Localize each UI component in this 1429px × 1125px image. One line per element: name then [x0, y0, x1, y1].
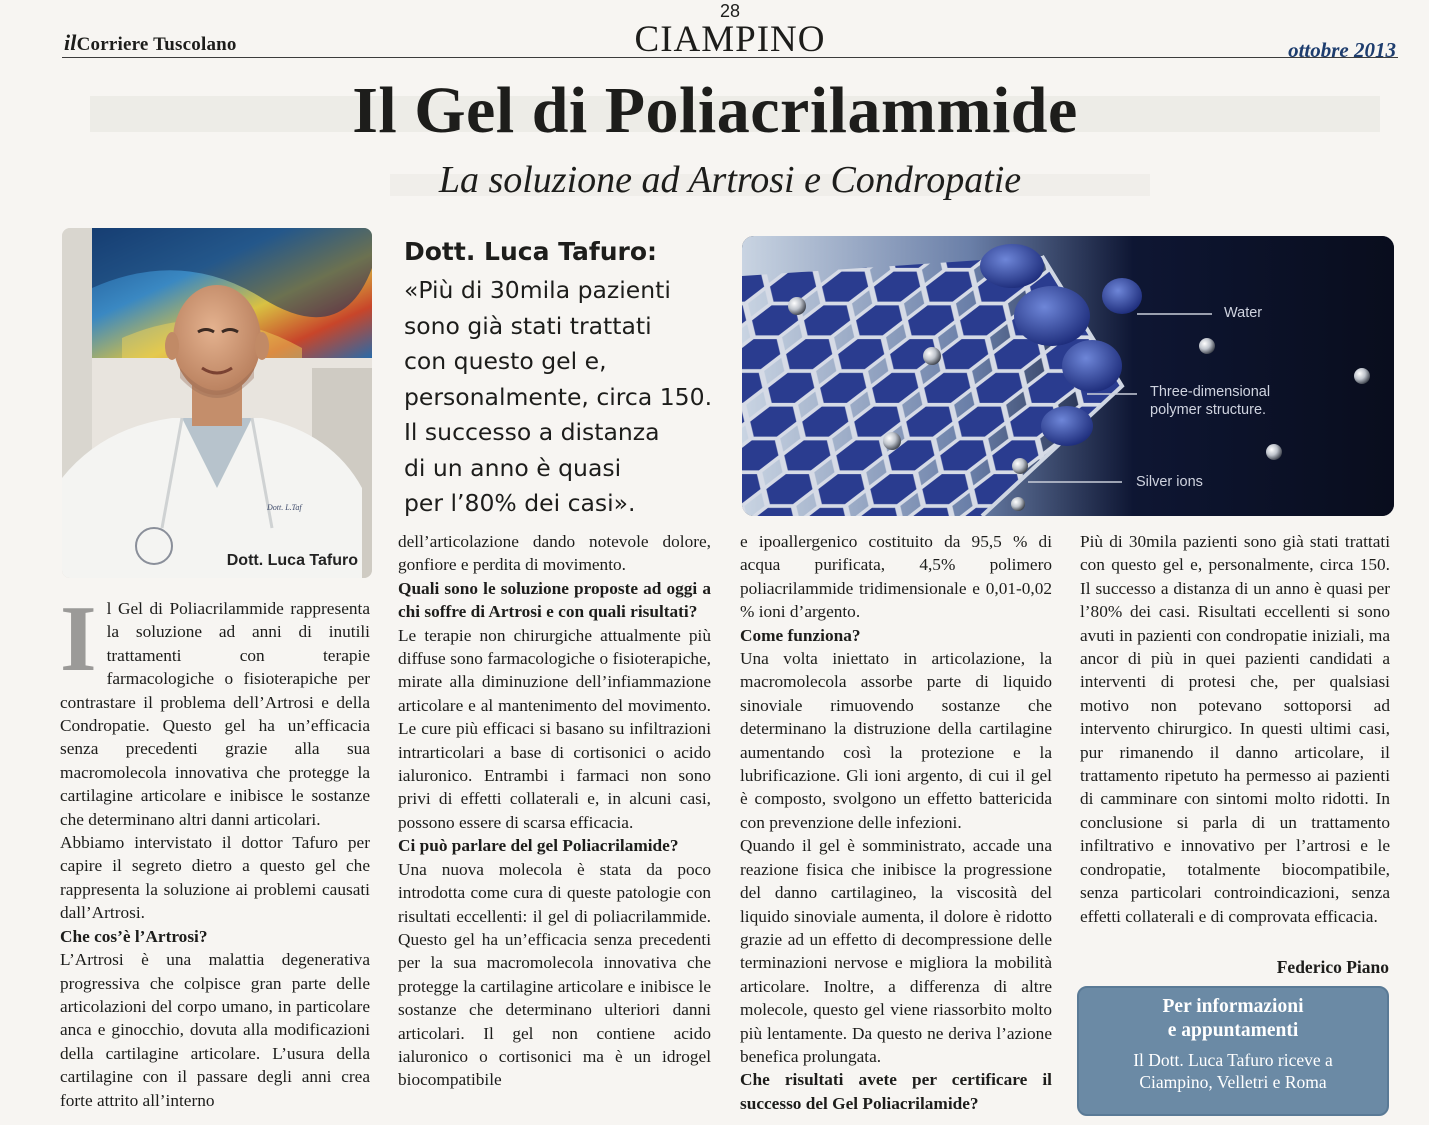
issue-date: ottobre 2013	[1288, 38, 1396, 62]
section-title: CIAMPINO	[634, 19, 826, 60]
brand-name: Corriere Tuscolano	[76, 34, 237, 55]
article-paragraph: Una nuova molecola è stata da poco introdotta come cura di queste patologie con risultati eccellenti: il gel di poliacrilammide. Questo gel ha un’efficacia senza precedenti per la sua macromolecola innovativa che protegge la cartilagine articolare e inibisce le sostanze che determinano ulteriori danni articolari. Il gel non contiene acido ialuronico o cortisonici ma è un idrogel biocompatibile	[398, 859, 711, 1090]
water-blob	[1102, 278, 1142, 314]
water-blob	[1062, 340, 1122, 392]
headline: Il Gel di Poliacrilammide	[352, 74, 1078, 147]
label-structure-line2: polymer structure.	[1150, 402, 1267, 418]
doctor-photo	[62, 228, 372, 578]
silver-ion	[1266, 444, 1282, 460]
info-body-line1: Il Dott. Luca Tafuro riceve a	[1133, 1050, 1333, 1070]
brand-il: il	[64, 30, 77, 55]
info-body-line2: Ciampino, Velletri e Roma	[1139, 1072, 1327, 1092]
water-blob	[1014, 286, 1090, 346]
article-paragraph: Quando il gel è somministrato, accade una reazione fisica che inibisce la progressione del danno cartilagineo, la viscosità del liquido sinoviale aumenta, il dolore è ridotto grazie ad un effetto di decompressione delle terminazioni nervose e migliora la mobilità articolare. Inoltre, a differenza di altre molecole, questo gel viene riassorbito molto più lentamente. Da questo ne deriva l’azione benefica prolungata.	[740, 836, 1052, 1066]
page-number: 28	[719, 1, 741, 21]
interview-question: Che risultati avete per certificare il successo del Gel Poliacrilamide?	[740, 1070, 1052, 1113]
silver-ion	[788, 297, 806, 315]
info-title-line1: Per informazioni	[1162, 996, 1304, 1017]
article-paragraph: dell’articolazione dando notevole dolore, gonfiore e perdita di movimento.	[398, 532, 711, 575]
polymer-structure-figure	[742, 236, 1394, 516]
article-paragraph: Le terapie non chirurgiche attualmente più diffuse sono farmacologiche o fisioterapiche, mirate alla diminuzione dell’infiammazione articolare e al mantenimento del movimento. Le cure più efficaci si basano su infiltrazioni intrarticolari a base di cortisonici o acido ialuronico. Entrambi i farmaci non sono privi di effetti collaterali e, in alcuni casi, possono essere di scarsa efficacia.	[398, 625, 711, 832]
silver-ion	[1012, 458, 1028, 474]
silver-ion	[1354, 368, 1370, 384]
silver-ion	[1199, 338, 1215, 354]
pullquote-name: Dott. Luca Tafuro:	[404, 237, 658, 266]
interview-question: Come funziona?	[740, 625, 861, 645]
label-silver-ions: Silver ions	[1136, 474, 1203, 490]
label-water: Water	[1224, 305, 1263, 321]
header-rule	[62, 57, 1398, 58]
article-paragraph: Il Gel di Poliacrilammide rappresenta la soluzione ad anni di inutili trattamenti con terapie farmacologiche o fisioterapiche per contrastare il problema dell’Artrosi e della Condropatie. Questo gel ha un’efficacia senza precedenti grazie alla sua macromolecola innovativa che protegge la cartilagine articolare e inibisce le sostanze che determinano altri danni articolari.	[60, 587, 370, 829]
article-column-3	[740, 530, 1052, 1115]
article-paragraph: Una volta iniettato in articolazione, la macromolecola assorbe parte di liquido sinoviale rimuovendo sostanze che determinano la distruzione della cartilagine aumentando così la protezione e la lubrificazione. Gli ioni argento, di cui il gel è composto, svolgono un effetto battericida con prevenzione delle infezioni.	[740, 649, 1052, 832]
interview-question: Ci può parlare del gel Poliacrilamide?	[398, 836, 679, 856]
info-box	[1077, 986, 1389, 1116]
newspaper-brand	[64, 30, 237, 56]
article-paragraph: Più di 30mila pazienti sono già stati trattati con questo gel e, personalmente, circa 150. Il successo a distanza di un anno è quasi per l’80% dei casi. Risultati eccellenti si sono avuti in pazienti con condropatie iniziali, ma ancor di più in quei pazienti candidati a interventi di protesi che, per qualsiasi motivo non potevano sottoporsi ad intervento chirurgico. In questi ultimi casi, pur rimanendo il danno articolare, il trattamento ripetuto ha permesso ai pazienti di camminare con sintomi molto ridotti. In conclusione si parla di un trattamento infiltrativo e innovativo per l’artrosi e le condropatie, totalmente biocompatibile, senza particolari controindicazioni, senza effetti collaterali e di comprovata efficacia.	[1080, 532, 1390, 926]
polymer-illustration	[742, 236, 1394, 516]
water-blob	[980, 244, 1044, 288]
silver-ion	[923, 347, 941, 365]
article-paragraph: L’Artrosi è una malattia degenerativa progressiva che colpisce gran parte delle articolazioni del corpo umano, in particolare anca e ginocchio, dovuta alla modificazioni della cartilagine articolare. L’usura della cartilagine con il passare degli anni crea forte attrito all’interno	[60, 950, 370, 1110]
water-blob	[1041, 406, 1093, 446]
interview-question: Che cos’è l’Artrosi?	[60, 926, 208, 946]
silver-ion	[883, 432, 901, 450]
silver-ion	[1011, 497, 1025, 511]
info-title-line2: e appuntamenti	[1167, 1020, 1299, 1041]
article-paragraph: e ipoallergenico costituito da 95,5 % di acqua purificata, 4,5% polimero poliacrilammide tridimensionale e 0,01-0,02 % ioni d’argento.	[740, 532, 1052, 622]
svg-text:Dott. L.Taf: Dott. L.Taf	[267, 503, 302, 512]
pullquote-text: «Più di 30mila pazienti sono già stati trattati con questo gel e, personalmente, circa 150. Il successo a distanza di un anno è quasi per l’80% dei casi».	[404, 276, 713, 517]
byline: Federico Piano	[1276, 957, 1389, 977]
interview-question: Quali sono le soluzione proposte ad oggi a chi soffre di Artrosi e con quali risultati?	[398, 578, 711, 622]
article-column-4	[1080, 530, 1390, 928]
article-column-1	[60, 587, 370, 1112]
photo-caption: Dott. Luca Tafuro	[226, 552, 358, 569]
subheadline: La soluzione ad Artrosi e Condropatie	[438, 159, 1022, 201]
doctor-portrait-illustration	[62, 228, 372, 578]
article-paragraph: Abbiamo intervistato il dottor Tafuro per capire il segreto dietro a questo gel che rappresenta la soluzione ai problemi causati dall’Artrosi.	[60, 833, 370, 923]
label-structure-line1: Three-dimensional	[1150, 384, 1271, 400]
article-column-2	[398, 530, 711, 1092]
